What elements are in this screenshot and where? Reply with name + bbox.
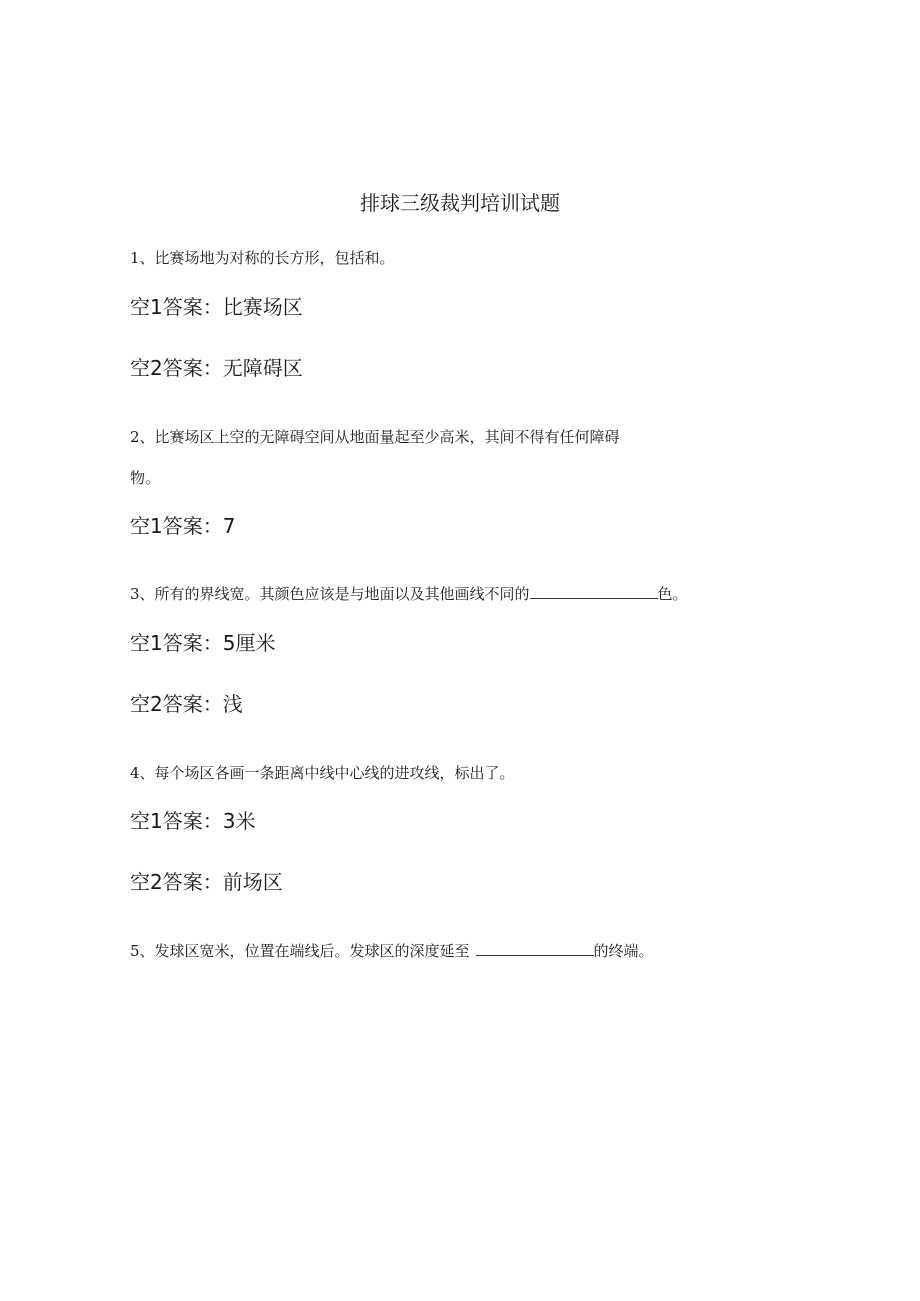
question-1: 1、比赛场地为对称的长方形，包括和。: [130, 249, 395, 267]
question-2-line-2: 物。: [130, 469, 161, 487]
question-3: [130, 583, 730, 605]
answer-4-1: 空1答案：3米: [130, 809, 256, 833]
question-5: [130, 940, 730, 962]
question-5-text-after: 的终端。: [593, 942, 654, 960]
page-title: 排球三级裁判培训试题: [360, 191, 560, 215]
answer-3-2: 空2答案：浅: [130, 692, 243, 716]
question-3-text-after: 色。: [657, 585, 688, 603]
question-5-text-before: 5、发球区宽米，位置在端线后。发球区的深度延至: [130, 942, 470, 960]
fill-blank-line: [476, 941, 594, 956]
answer-2-1: 空1答案：7: [130, 514, 236, 538]
answer-3-1: 空1答案：5厘米: [130, 631, 276, 655]
question-2-line-1: 2、比赛场区上空的无障碍空间从地面量起至少高米，其间不得有任何障碍: [130, 428, 620, 446]
answer-1-1: 空1答案：比赛场区: [130, 295, 303, 319]
question-4: 4、每个场区各画一条距离中线中心线的进攻线，标出了。: [130, 764, 515, 782]
answer-4-2: 空2答案：前场区: [130, 870, 283, 894]
fill-blank-line: [530, 584, 658, 599]
answer-1-2: 空2答案：无障碍区: [130, 356, 303, 380]
question-3-text-before: 3、所有的界线宽。其颜色应该是与地面以及其他画线不同的: [130, 585, 530, 603]
